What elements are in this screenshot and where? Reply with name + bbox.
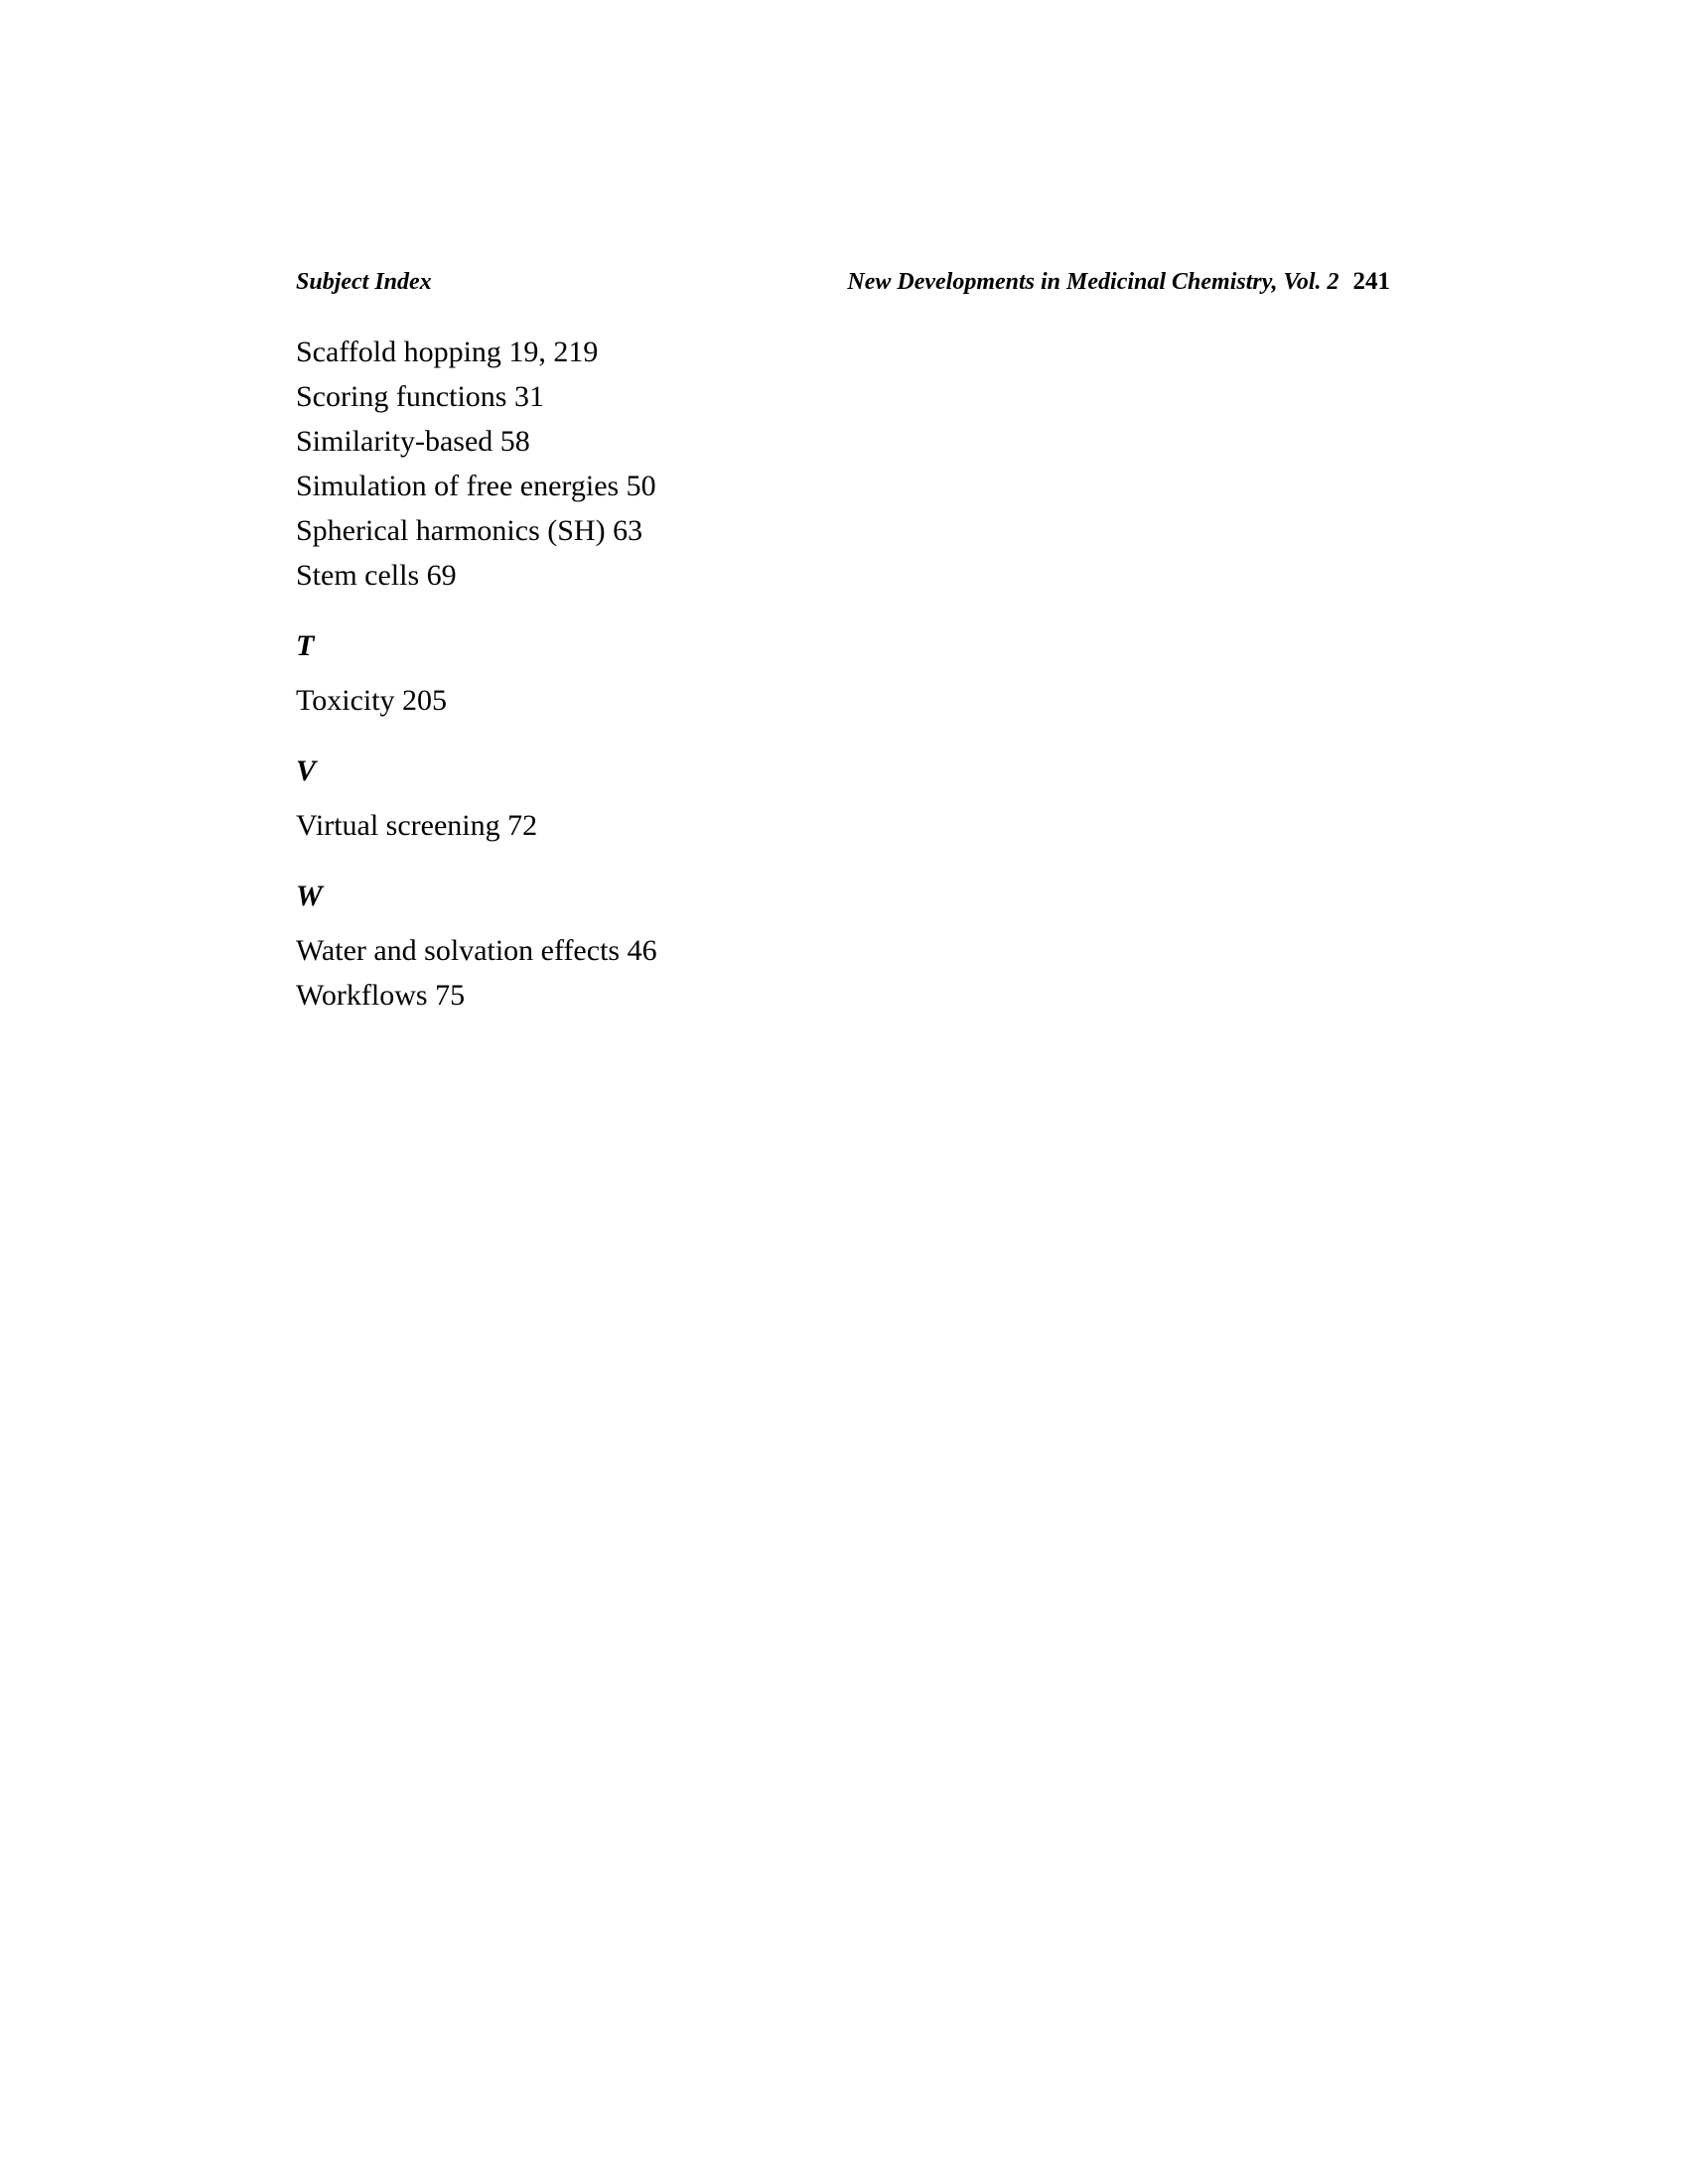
running-head-section-title: Subject Index (296, 269, 432, 295)
index-entry: Water and solvation effects 46 (296, 934, 657, 967)
page-number: 241 (1352, 268, 1390, 295)
running-head-right (847, 266, 1390, 298)
index-entry: Scaffold hopping 19, 219 (296, 336, 599, 368)
index-entry: Simulation of free energies 50 (296, 470, 656, 502)
index-entry: Toxicity 205 (296, 684, 448, 717)
book-title: New Developments in Medicinal Chemistry, Vol. 2 (847, 269, 1339, 295)
section-letter-v: V (296, 754, 317, 787)
index-section-w (296, 874, 1390, 1018)
index-section-s (296, 330, 1390, 598)
section-letter-w: W (296, 880, 323, 912)
index-entry: Workflows 75 (296, 979, 466, 1012)
index-entry: Stem cells 69 (296, 559, 457, 592)
index-entry: Spherical harmonics (SH) 63 (296, 514, 643, 547)
page-header (296, 266, 1390, 298)
index-entry: Virtual screening 72 (296, 809, 538, 842)
index-section-v (296, 749, 1390, 848)
section-letter-t: T (296, 629, 315, 662)
page-content (296, 266, 1390, 1018)
subject-index-list (296, 330, 1390, 1018)
index-section-t (296, 623, 1390, 723)
index-entry: Similarity-based 58 (296, 425, 530, 458)
index-entry: Scoring functions 31 (296, 380, 544, 413)
